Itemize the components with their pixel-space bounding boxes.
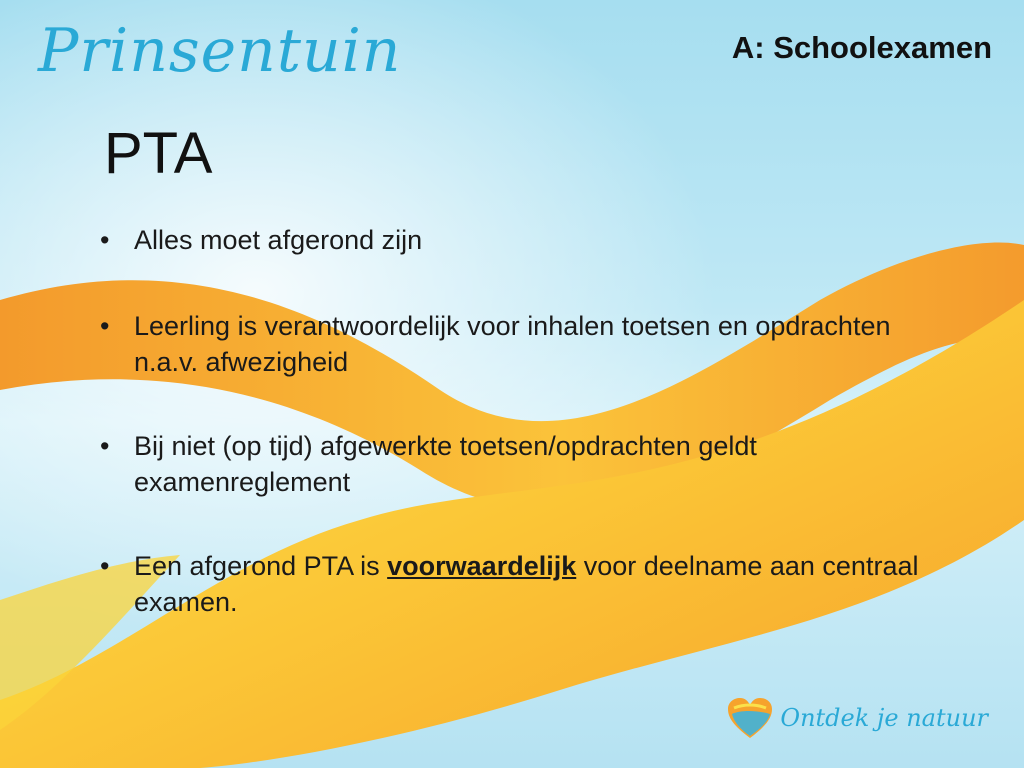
logo-tagline: Ontdek je natuur — [780, 704, 988, 732]
bullet-list — [96, 222, 946, 668]
bullet-emphasis: voorwaardelijk — [387, 551, 577, 581]
heart-logo-icon — [726, 696, 774, 740]
bullet-item: • Alles moet afgerond zijn — [96, 222, 946, 258]
section-label: A: Schoolexamen — [731, 30, 992, 65]
bullet-text-pre: Een afgerond PTA is — [134, 551, 388, 581]
bullet-item: • Leerling is verantwoordelijk voor inhalen toetsen en opdrachten n.a.v. afwezigheid — [96, 308, 946, 380]
bullet-text-post: voor deelname aan centraal examen. — [134, 551, 919, 617]
bullet-item: • Bij niet (op tijd) afgewerkte toetsen/opdrachten geldt examenreglement — [96, 428, 946, 500]
slide-title: PTA — [104, 121, 213, 186]
footer-logo — [726, 696, 988, 740]
bullet-item — [96, 548, 946, 620]
brand-wordmark: Prinsentuin — [38, 16, 402, 86]
